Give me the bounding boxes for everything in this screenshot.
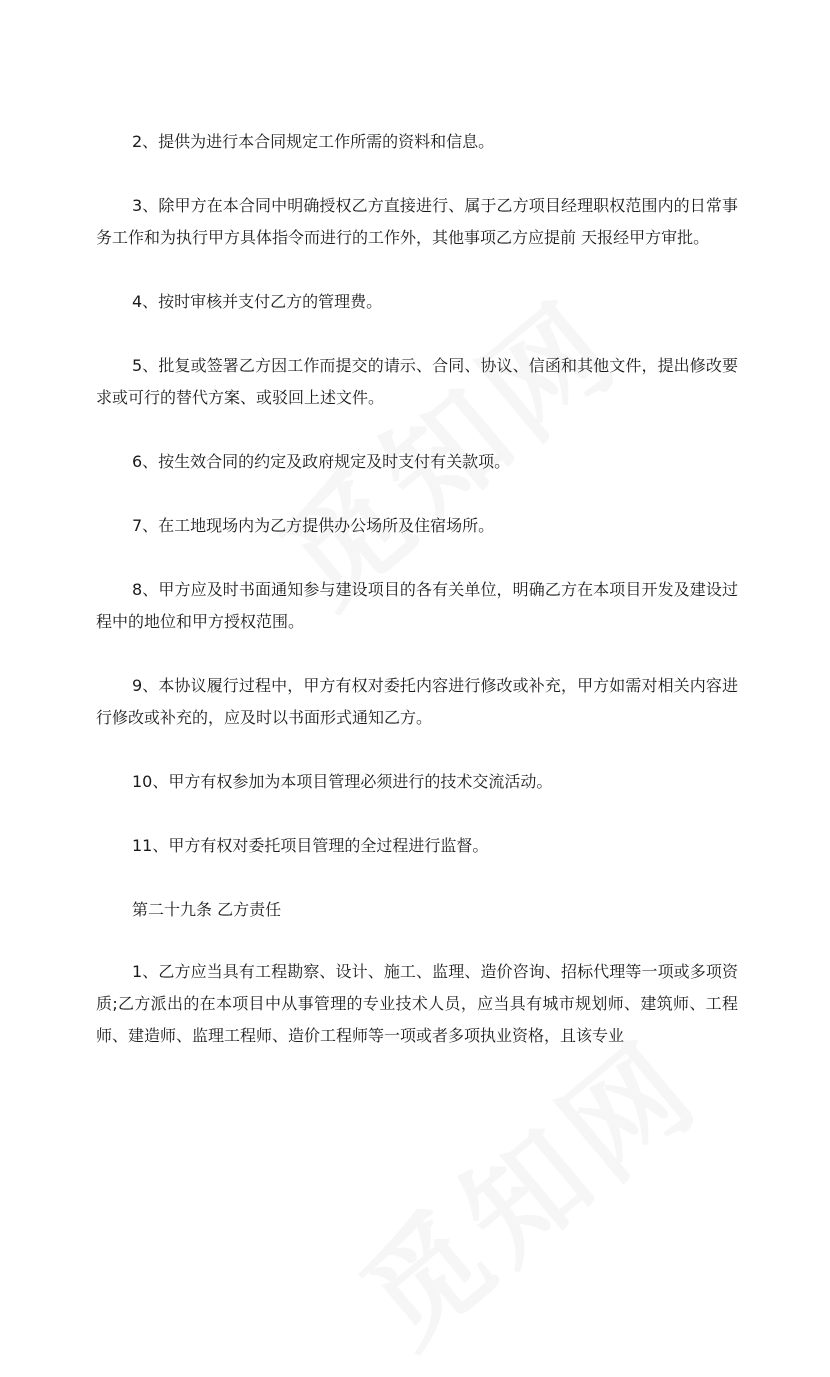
paragraph-7: 7、在工地现场内为乙方提供办公场所及住宿场所。	[132, 516, 495, 535]
watermark	[320, 995, 729, 1377]
paragraph-8: 8、甲方应及时书面通知参与建设项目的各有关单位，明确乙方在本项目开发及建设过程中的地位和甲方授权范围。	[96, 580, 738, 631]
paragraph-10: 10、甲方有权参加为本项目管理必须进行的技术交流活动。	[132, 772, 553, 791]
paragraph-4: 4、按时审核并支付乙方的管理费。	[132, 292, 383, 311]
paragraph-2: 2、提供为进行本合同规定工作所需的资料和信息。	[132, 132, 495, 151]
paragraph-11: 11、甲方有权对委托项目管理的全过程进行监督。	[132, 836, 489, 855]
document-body	[96, 126, 738, 1052]
paragraph-b1: 1、乙方应当具有工程勘察、设计、施工、监理、造价咨询、招标代理等一项或多项资质;乙方派出的在本项目中从事管理的专业技术人员，应当具有城市规划师、建筑师、工程师、建造师、监理工程师、造价工程师等一项或者多项执业资格，且该专业	[96, 962, 738, 1045]
paragraph-5: 5、批复或签署乙方因工作而提交的请示、合同、协议、信函和其他文件，提出修改要求或可行的替代方案、或驳回上述文件。	[96, 356, 738, 407]
paragraph-6: 6、按生效合同的约定及政府规定及时支付有关款项。	[132, 452, 511, 471]
paragraph-3: 3、除甲方在本合同中明确授权乙方直接进行、属于乙方项目经理职权范围内的日常事务工作和为执行甲方具体指令而进行的工作外，其他事项乙方应提前 天报经甲方审批。	[96, 196, 738, 247]
article-heading: 第二十九条 乙方责任	[132, 900, 282, 919]
paragraph-9: 9、本协议履行过程中，甲方有权对委托内容进行修改或补充，甲方如需对相关内容进行修改或补充的，应及时以书面形式通知乙方。	[96, 676, 738, 727]
